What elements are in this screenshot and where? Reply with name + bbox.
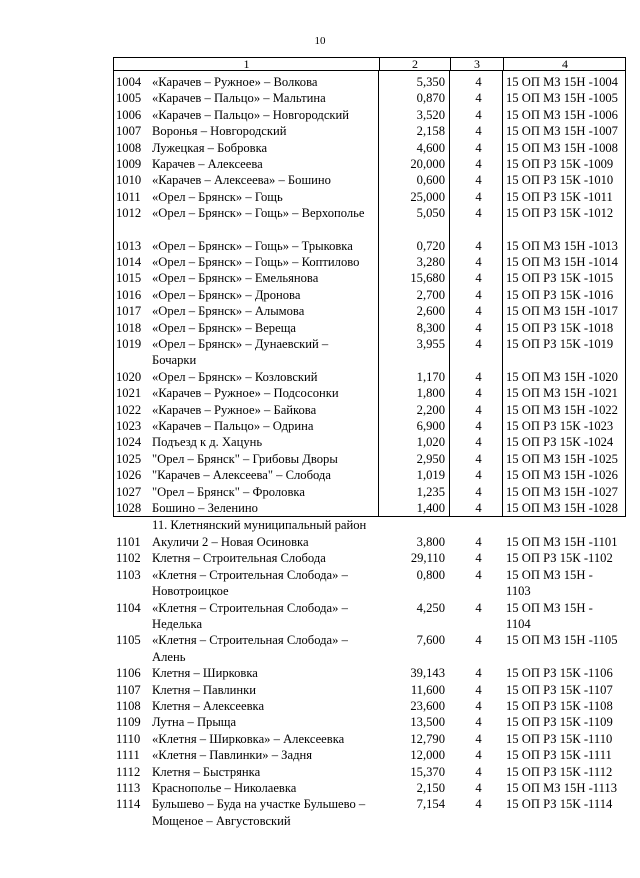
road-category: 4 [475, 107, 482, 122]
road-category: 4 [475, 731, 482, 746]
road-length: 2,200 [416, 402, 445, 417]
road-category: 4 [475, 287, 482, 302]
road-length: 2,150 [416, 781, 445, 795]
road-length: 13,500 [410, 715, 445, 730]
road-name: «Карачев – Пальцо» – Одрина [152, 419, 314, 433]
road-code: 15 ОП РЗ 15К -1114 [506, 797, 613, 812]
road-length: 3,280 [416, 255, 445, 269]
row-number: 1027 [116, 484, 142, 499]
road-length: 2,600 [416, 304, 445, 319]
road-category: 4 [475, 337, 482, 351]
row-number: 1025 [116, 451, 142, 466]
road-code: 15 ОП МЗ 15Н -1101 [506, 535, 618, 549]
road-code: 15 ОП РЗ 15К -1009 [506, 157, 614, 171]
row-number: 1006 [116, 107, 142, 122]
road-category: 4 [475, 91, 482, 106]
road-name: «Карачев – Пальцо» – Мальтина [152, 91, 326, 106]
row-number: 1013 [116, 238, 142, 253]
road-code: 15 ОП РЗ 15К -1109 [506, 715, 613, 730]
road-length: 29,110 [410, 551, 445, 566]
road-length: 12,000 [410, 748, 445, 763]
road-length: 1,019 [416, 468, 445, 483]
road-name: «Клетня – Ширковка» – Алексеевка [152, 731, 345, 746]
road-category: 4 [475, 682, 482, 697]
road-code: 15 ОП РЗ 15К -1019 [506, 337, 614, 351]
road-name: Краснополье – Николаевка [152, 781, 297, 795]
road-length: 2,700 [416, 287, 445, 302]
row-number: 1114 [116, 797, 141, 812]
road-code: 15 ОП РЗ 15К -1112 [506, 764, 613, 779]
row-number: 1008 [116, 140, 142, 155]
column-header-3: 3 [474, 57, 480, 71]
road-category: 4 [475, 600, 482, 615]
road-code: 15 ОП МЗ 15Н -1113 [506, 781, 618, 795]
road-name: Подъезд к д. Хацунь [152, 435, 263, 450]
road-name: «Карачев – Пальцо» – Новгородский [152, 107, 350, 122]
road-length: 0,600 [416, 173, 445, 188]
road-name-continued: Новотроицкое [152, 584, 229, 599]
road-name-continued: Мощеное – Августовский [152, 813, 291, 828]
road-category: 4 [475, 535, 482, 549]
road-length: 15,370 [410, 764, 445, 779]
road-name: «Орел – Брянск» – Дронова [152, 287, 301, 302]
road-code: 15 ОП РЗ 15К -1102 [506, 551, 613, 566]
row-number: 1012 [116, 206, 142, 221]
road-name: Карачев – Алексеева [152, 157, 263, 171]
road-code: 15 ОП МЗ 15Н - [506, 600, 593, 615]
road-code: 15 ОП МЗ 15Н -1004 [506, 75, 618, 89]
road-category: 4 [475, 781, 482, 795]
page-number: 10 [314, 35, 326, 47]
road-code: 15 ОП РЗ 15К -1018 [506, 320, 614, 335]
row-number: 1017 [116, 304, 142, 319]
row-number: 1009 [116, 157, 142, 171]
road-length: 1,800 [416, 386, 445, 401]
road-length: 0,870 [416, 91, 445, 106]
row-number: 1007 [116, 124, 142, 139]
row-number: 1014 [116, 255, 142, 269]
row-number: 1020 [116, 369, 142, 384]
road-length: 4,600 [416, 140, 445, 155]
road-category: 4 [475, 386, 482, 401]
road-category: 4 [475, 451, 482, 466]
road-code: 15 ОП МЗ 15Н -1005 [506, 91, 618, 106]
road-code: 15 ОП МЗ 15Н -1022 [506, 402, 618, 417]
road-name: «Орел – Брянск» – Гощь» – Трыковка [152, 238, 353, 253]
road-name: «Карачев – Ружное» – Подсосонки [152, 386, 339, 401]
road-code: 15 ОП МЗ 15Н -1021 [506, 386, 618, 401]
road-code: 15 ОП МЗ 15Н -1105 [506, 633, 618, 648]
table-header [113, 57, 626, 71]
road-code: 15 ОП РЗ 15К -1106 [506, 666, 613, 681]
road-length: 3,800 [416, 535, 445, 549]
road-length: 7,600 [416, 633, 445, 648]
road-length: 1,170 [416, 369, 445, 384]
road-name: Воронья – Новгородский [152, 124, 287, 139]
road-code: 15 ОП РЗ 15К -1012 [506, 206, 614, 221]
row-number: 1018 [116, 320, 142, 335]
road-length: 12,790 [410, 731, 445, 746]
row-number: 1019 [116, 337, 142, 351]
road-category: 4 [475, 140, 482, 155]
road-name: «Орел – Брянск» – Козловский [152, 369, 318, 384]
road-category: 4 [475, 255, 482, 269]
road-code: 15 ОП МЗ 15Н -1006 [506, 107, 618, 122]
road-code: 15 ОП РЗ 15К -1108 [506, 699, 613, 713]
road-name: «Карачев – Ружное» – Байкова [152, 402, 317, 417]
road-name: «Орел – Брянск» – Гощь [152, 189, 283, 204]
road-category: 4 [475, 699, 482, 713]
road-name: "Орел – Брянск" – Фроловка [152, 484, 305, 499]
road-category: 4 [475, 304, 482, 319]
road-name: Бошино – Зеленино [152, 501, 258, 515]
road-length: 3,520 [416, 107, 445, 122]
road-length: 0,720 [416, 238, 445, 253]
road-code: 15 ОП РЗ 15К -1024 [506, 435, 614, 450]
row-number: 1022 [116, 402, 142, 417]
road-name: Клетня – Алексеевка [152, 699, 265, 713]
road-category: 4 [475, 633, 482, 648]
road-category: 4 [475, 173, 482, 188]
road-length: 1,235 [416, 484, 445, 499]
road-category: 4 [475, 468, 482, 483]
row-number: 1103 [116, 567, 141, 582]
road-length: 0,800 [416, 567, 445, 582]
road-category: 4 [475, 501, 482, 515]
road-category: 4 [475, 551, 482, 566]
road-code: 15 ОП РЗ 15К -1110 [506, 731, 613, 746]
road-category: 4 [475, 369, 482, 384]
road-name: Лужецкая – Бобровка [152, 140, 268, 155]
row-number: 1106 [116, 666, 141, 681]
row-number: 1107 [116, 682, 141, 697]
road-name: «Орел – Брянск» – Дунаевский – [152, 337, 329, 351]
row-number: 1011 [116, 189, 141, 204]
road-code: 15 ОП МЗ 15Н -1008 [506, 140, 618, 155]
road-name: «Клетня – Строительная Слобода» – [152, 633, 348, 648]
road-category: 4 [475, 567, 482, 582]
road-name: Лутна – Прыща [152, 715, 237, 730]
road-length: 8,300 [416, 320, 445, 335]
row-number: 1110 [116, 731, 141, 746]
road-code: 15 ОП МЗ 15Н -1020 [506, 369, 618, 384]
road-name: «Орел – Брянск» – Емельянова [152, 271, 319, 286]
road-length: 5,050 [416, 206, 445, 221]
road-code: 15 ОП МЗ 15Н -1025 [506, 451, 618, 466]
row-number: 1113 [116, 781, 141, 795]
road-code: 15 ОП РЗ 15К -1023 [506, 419, 614, 433]
road-category: 4 [475, 435, 482, 450]
road-length: 1,020 [416, 435, 445, 450]
row-number: 1026 [116, 468, 142, 483]
road-code: 15 ОП МЗ 15Н -1027 [506, 484, 618, 499]
road-code: 15 ОП РЗ 15К -1011 [506, 189, 613, 204]
row-number: 1021 [116, 386, 142, 401]
road-name: «Клетня – Павлинки» – Задня [152, 748, 313, 763]
row-number: 1108 [116, 699, 141, 713]
road-code: 15 ОП МЗ 15Н -1028 [506, 501, 618, 515]
road-code: 15 ОП МЗ 15Н -1013 [506, 238, 618, 253]
road-name: Клетня – Быстрянка [152, 764, 261, 779]
road-name: «Орел – Брянск» – Гощь» – Коптилово [152, 255, 360, 269]
road-category: 4 [475, 271, 482, 286]
road-name: Бульшево – Буда на участке Бульшево – [152, 797, 366, 812]
section-title: 11. Клетнянский муниципальный район [152, 518, 367, 532]
road-category: 4 [475, 764, 482, 779]
road-category: 4 [475, 419, 482, 433]
road-name: "Карачев – Алексеева" – Слобода [152, 468, 331, 483]
road-name: «Орел – Брянск» – Гощь» – Верхополье [152, 206, 365, 221]
road-code: 15 ОП РЗ 15К -1015 [506, 271, 614, 286]
road-code: 15 ОП МЗ 15Н -1026 [506, 468, 618, 483]
road-length: 2,950 [416, 451, 445, 466]
row-number: 1004 [116, 75, 142, 89]
row-number: 1101 [116, 535, 141, 549]
column-header-2: 2 [412, 57, 418, 71]
road-name-continued: Неделька [152, 616, 203, 631]
road-name: «Клетня – Строительная Слобода» – [152, 600, 348, 615]
road-code-continued: 1104 [506, 616, 531, 631]
road-category: 4 [475, 206, 482, 221]
row-number: 1010 [116, 173, 142, 188]
road-code: 15 ОП РЗ 15К -1111 [506, 748, 612, 763]
row-number: 1105 [116, 633, 141, 648]
road-name-continued: Бочарки [152, 353, 197, 368]
road-name: Акуличи 2 – Новая Осиновка [152, 535, 309, 549]
road-code: 15 ОП МЗ 15Н -1014 [506, 255, 618, 269]
row-number: 1024 [116, 435, 142, 450]
road-category: 4 [475, 189, 482, 204]
road-length: 20,000 [410, 157, 445, 171]
column-header-4: 4 [562, 57, 568, 71]
road-code-continued: 1103 [506, 584, 531, 599]
road-code: 15 ОП МЗ 15Н -1007 [506, 124, 618, 139]
road-name: Клетня – Ширковка [152, 666, 258, 681]
road-name-continued: Алень [152, 649, 186, 664]
road-category: 4 [475, 715, 482, 730]
road-length: 23,600 [410, 699, 445, 713]
road-category: 4 [475, 320, 482, 335]
road-category: 4 [475, 124, 482, 139]
row-number: 1104 [116, 600, 141, 615]
road-length: 11,600 [410, 682, 445, 697]
road-length: 25,000 [410, 189, 445, 204]
road-category: 4 [475, 797, 482, 812]
road-length: 4,250 [416, 600, 445, 615]
road-code: 15 ОП РЗ 15К -1010 [506, 173, 614, 188]
road-code: 15 ОП РЗ 15К -1016 [506, 287, 614, 302]
road-length: 2,158 [416, 124, 445, 139]
row-number: 1016 [116, 287, 142, 302]
row-number: 1015 [116, 271, 142, 286]
row-number: 1102 [116, 551, 141, 566]
road-category: 4 [475, 157, 482, 171]
road-code: 15 ОП МЗ 15Н - [506, 567, 593, 582]
column-header-1: 1 [243, 57, 250, 71]
road-category: 4 [475, 402, 482, 417]
road-name: «Орел – Брянск» – Алымова [152, 304, 305, 319]
road-name: Клетня – Павлинки [152, 682, 256, 697]
road-category: 4 [475, 484, 482, 499]
road-name: «Карачев – Ружное» – Волкова [152, 75, 318, 89]
row-number: 1023 [116, 419, 142, 433]
road-name: «Карачев – Алексеева» – Бошино [152, 173, 331, 188]
road-name: Клетня – Строительная Слобода [152, 551, 326, 566]
row-number: 1111 [116, 748, 140, 763]
road-code: 15 ОП РЗ 15К -1107 [506, 682, 613, 697]
road-length: 6,900 [416, 419, 445, 433]
road-category: 4 [475, 75, 482, 89]
road-length: 1,400 [416, 501, 445, 515]
road-length: 15,680 [410, 271, 445, 286]
road-category: 4 [475, 238, 482, 253]
road-length: 5,350 [416, 75, 445, 89]
row-number: 1028 [116, 501, 142, 515]
road-code: 15 ОП МЗ 15Н -1017 [506, 304, 618, 319]
row-number: 1109 [116, 715, 141, 730]
row-number: 1005 [116, 91, 142, 106]
road-category: 4 [475, 666, 482, 681]
road-name: "Орел – Брянск" – Грибовы Дворы [152, 451, 338, 466]
road-length: 3,955 [416, 337, 445, 351]
road-length: 7,154 [416, 797, 445, 812]
road-length: 39,143 [410, 666, 445, 681]
row-number: 1112 [116, 764, 141, 779]
road-name: «Орел – Брянск» – Вереща [152, 320, 296, 335]
road-category: 4 [475, 748, 482, 763]
road-name: «Клетня – Строительная Слобода» – [152, 567, 348, 582]
